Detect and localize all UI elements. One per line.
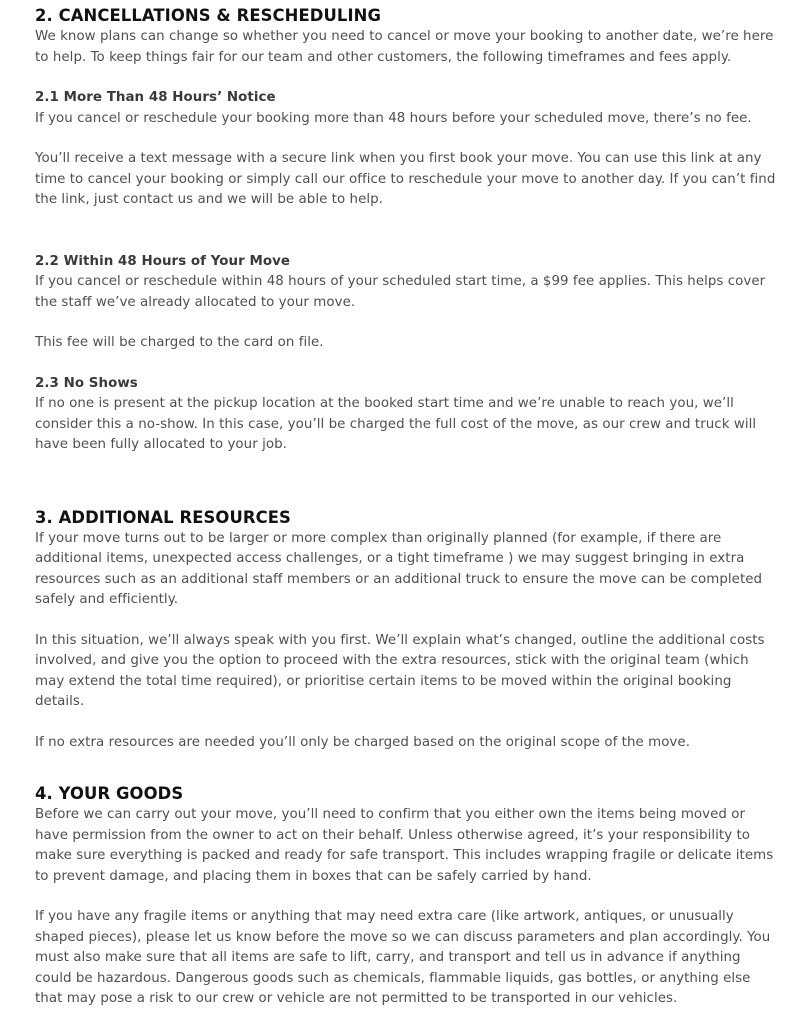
paragraph: If you cancel or reschedule your booking more than 48 hours before your scheduled move, there’s no fee.: [35, 110, 752, 126]
subsection-heading-within-48h: 2.2 Within 48 Hours of Your Move: [35, 253, 291, 269]
paragraph: If you have any fragile items or anything that may need extra care (like artwork, antiques, or unusually shaped pieces), please let us know before the move so we can discuss parameters and plan accordingly. You must also make sure that all items are safe to lift, carry, and transport and tell us in advance if anything could be hazardous. Dangerous goods such as chemicals, flammable liquids, gas bottles, or anything else that may pose a risk to our crew or vehicle are not permitted to be transported in our vehicles.: [35, 909, 771, 1006]
section-intro: We know plans can change so whether you need to cancel or move your booking to another date, we’re here to help. To keep things fair for our team and other customers, the following timeframes and fees apply.: [35, 29, 774, 65]
paragraph: You’ll receive a text message with a secure link when you first book your move. You can use this link at any time to cancel your booking or simply call our office to reschedule your move to another day. If you can’t find the link, just contact us and we will be able to help.: [35, 151, 776, 207]
paragraph: If you cancel or reschedule within 48 hours of your scheduled start time, a $99 fee applies. This helps cover the staff we’ve already allocated to your move.: [35, 274, 766, 310]
paragraph: If no extra resources are needed you’ll only be charged based on the original scope of the move.: [35, 734, 691, 750]
paragraph: This fee will be charged to the card on file.: [35, 335, 324, 350]
section-heading-your-goods: 4. YOUR GOODS: [35, 784, 184, 803]
subsection-heading-more-than-48h: 2.1 More Than 48 Hours’ Notice: [35, 90, 276, 105]
document-body: [35, 5, 780, 1010]
paragraph: If no one is present at the pickup location at the booked start time and we’re unable to reach you, we’ll consider this a no-show. In this case, you’ll be charged the full cost of the move, as our crew and truck will have been fully allocated to your job.: [35, 396, 757, 452]
section-heading-cancellations: 2. CANCELLATIONS & RESCHEDULING: [35, 6, 382, 25]
subsection-heading-no-shows: 2.3 No Shows: [35, 375, 138, 391]
paragraph: Before we can carry out your move, you’ll need to confirm that you either own the items being moved or have permission from the owner to act on their behalf. Unless otherwise agreed, it’s your responsibility to make sure everything is packed and ready for safe transport. This includes wrapping fragile or delicate items to prevent damage, and placing them in boxes that can be safely carried by hand.: [35, 807, 774, 884]
paragraph: If your move turns out to be larger or more complex than originally planned (for example, if there are additional items, unexpected access challenges, or a tight timeframe ) we may suggest bringing in extra resources such as an additional staff members or an additional truck to ensure the move can be completed safely and efficiently.: [35, 530, 763, 607]
section-heading-additional-resources: 3. ADDITIONAL RESOURCES: [35, 507, 291, 527]
paragraph: In this situation, we’ll always speak with you first. We’ll explain what’s changed, outline the additional costs involved, and give you the option to proceed with the extra resources, stick with the original team (which may extend the total time required), or prioritise certain items to be moved within the original booking details.: [35, 632, 765, 709]
